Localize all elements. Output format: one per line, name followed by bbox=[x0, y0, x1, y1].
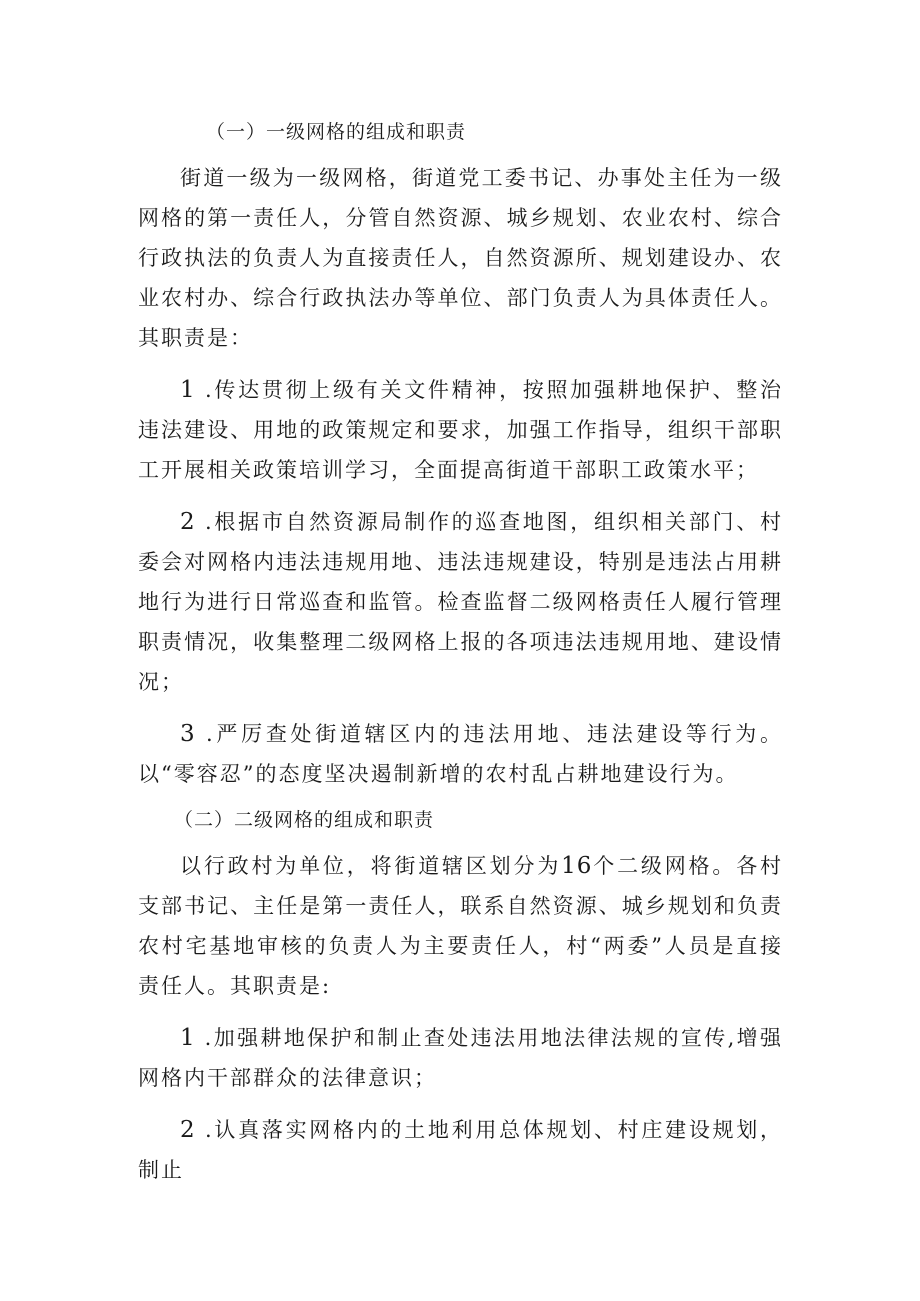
item-number: 2 bbox=[180, 1117, 196, 1143]
item-text: .加强耕地保护和制止查处违法用地法律法规的宣传,增强网格内干部群众的法律意识； bbox=[138, 1026, 783, 1090]
section-1-item-1 bbox=[138, 370, 783, 490]
section-1-item-2 bbox=[138, 502, 783, 702]
section-1-item-3 bbox=[138, 714, 783, 794]
item-number: 1 bbox=[180, 377, 196, 403]
item-number: 2 bbox=[180, 509, 196, 535]
intro-text-after: 个二级网格。各村支部书记、主任是第一责任人，联系自然资源、城乡规划和负责农村宅基地审核的负责人为主要责任人，村“两委”人员是直接责任人。其职责是: bbox=[138, 854, 784, 998]
item-text: .传达贯彻上级有关文件精神，按照加强耕地保护、整治违法建设、用地的政策规定和要求，加强工作指导，组织干部职工开展相关政策培训学习，全面提高街道干部职工政策水平； bbox=[138, 378, 783, 482]
item-text: .严厉查处街道辖区内的违法用地、违法建设等行为。以“零容忍”的态度坚决遏制新增的农村乱占耕地建设行为。 bbox=[138, 722, 783, 786]
section-2-heading: （二）二级网格的组成和职责 bbox=[174, 809, 435, 831]
section-2-intro bbox=[138, 846, 783, 1006]
section-1-heading: （一）一级网格的组成和职责 bbox=[206, 121, 467, 143]
section-1-intro: 街道一级为一级网格，街道党工委书记、办事处主任为一级网格的第一责任人，分管自然资源、城乡规划、农业农村、综合行政执法的负责人为直接责任人，自然资源所、规划建设办、农业农村办、综合行政执法办等单位、部门负责人为具体责任人。其职责是： bbox=[138, 166, 783, 350]
section-2-item-1 bbox=[138, 1018, 783, 1098]
item-text: .认真落实网格内的土地利用总体规划、村庄建设规划，制止 bbox=[138, 1118, 783, 1182]
section-2-item-2 bbox=[138, 1110, 783, 1190]
item-number: 3 bbox=[180, 721, 196, 747]
intro-text-before: 以行政村为单位，将街道辖区划分为 bbox=[180, 854, 562, 878]
item-number: 1 bbox=[180, 1025, 196, 1051]
item-text: .根据市自然资源局制作的巡查地图，组织相关部门、村委会对网格内违法违规用地、违法违规建设，特别是违法占用耕地行为进行日常巡查和监管。检查监督二级网格责任人履行管理职责情况，收集整理二级网格上报的各项违法违规用地、建设情况； bbox=[138, 510, 783, 694]
document-page bbox=[138, 112, 783, 1202]
grid-count: 16 bbox=[561, 853, 593, 879]
